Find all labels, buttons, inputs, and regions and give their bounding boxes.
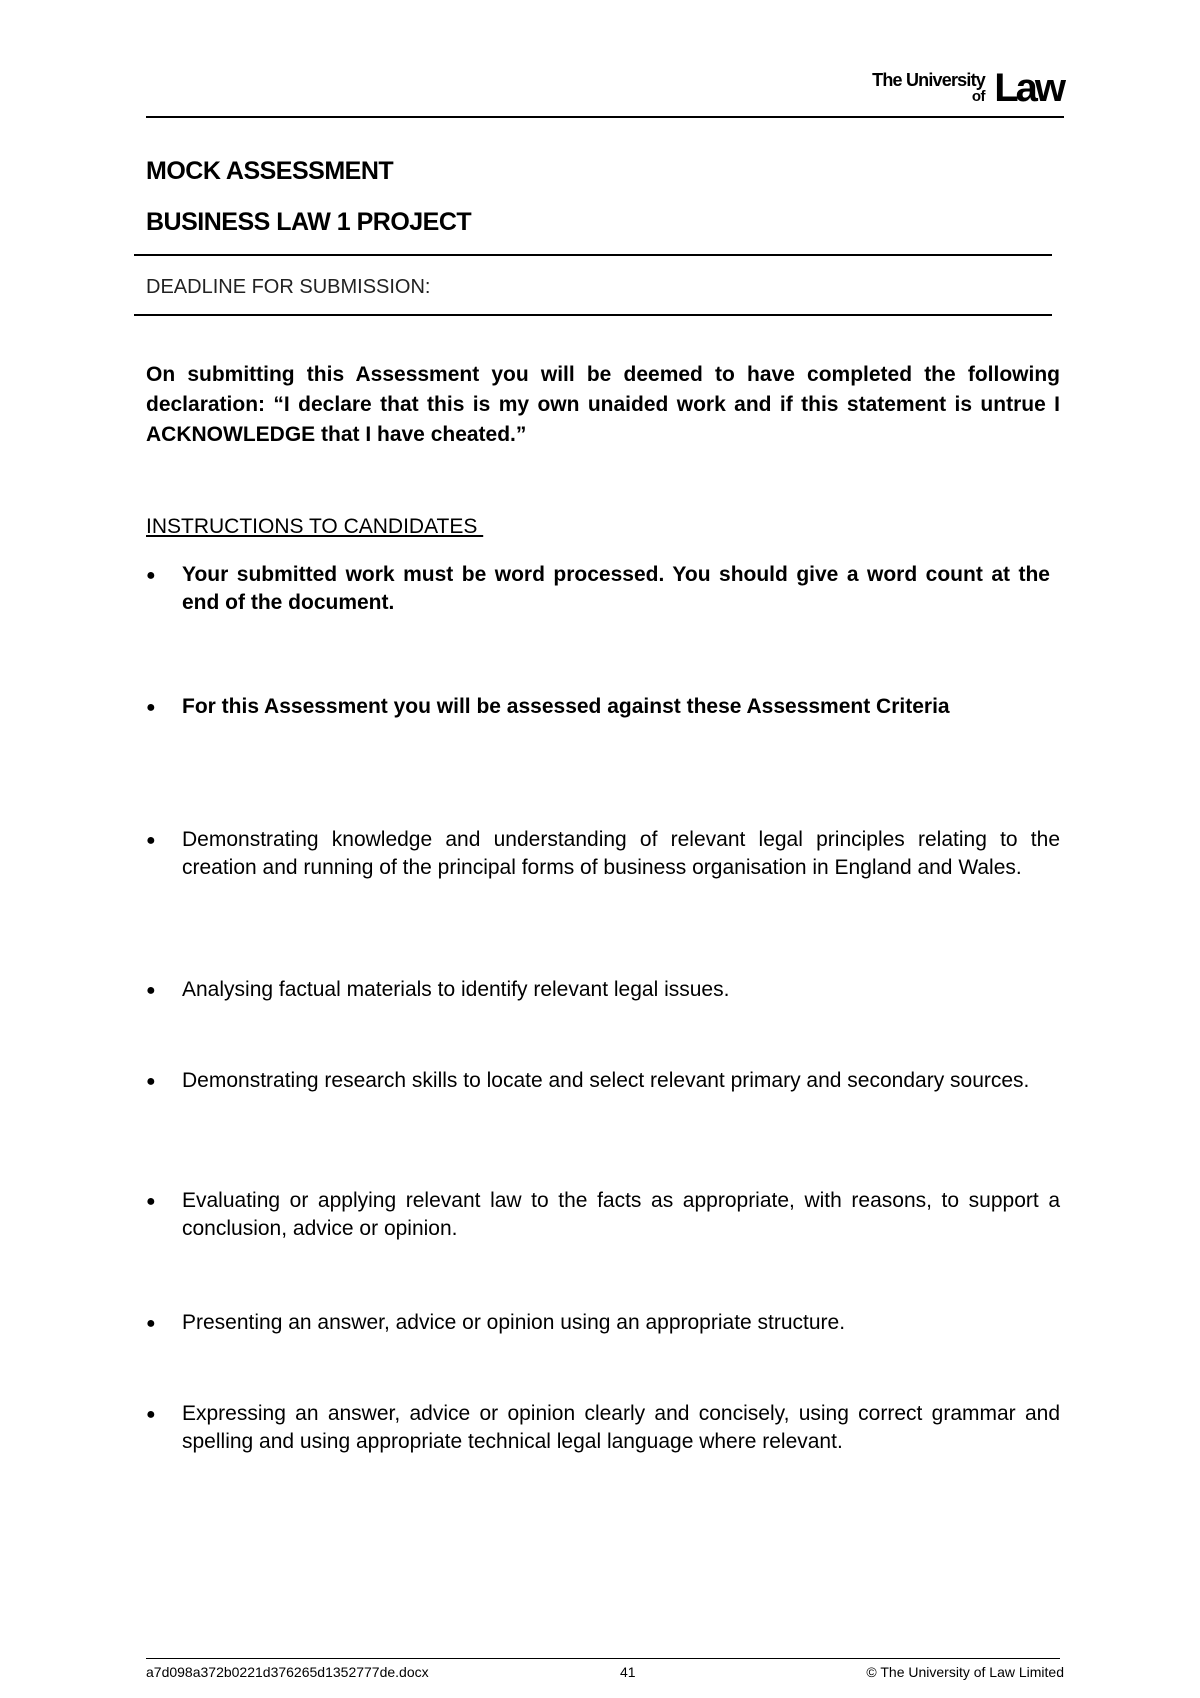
criteria-item: [146, 1067, 1060, 1095]
bullet-icon: ●: [146, 1406, 156, 1423]
instruction-text: For this Assessment you will be assessed against these Assessment Criteria: [182, 695, 950, 718]
page-title: MOCK ASSESSMENT: [146, 157, 394, 185]
instruction-text: Your submitted work must be word processed. You should give a word count at the end of the document.: [182, 563, 1050, 614]
deadline-bottom-rule: [134, 314, 1052, 316]
bullet-icon: ●: [146, 1315, 156, 1332]
university-logo: [853, 66, 1063, 110]
footer-copyright: © The University of Law Limited: [866, 1664, 1064, 1680]
criteria-item: [146, 1187, 1060, 1243]
bullet-icon: ●: [146, 1073, 156, 1090]
criteria-item: [146, 1309, 1060, 1337]
logo-line-2: of: [971, 88, 985, 105]
criteria-item: [146, 1400, 1060, 1456]
criteria-item: [146, 976, 1060, 1004]
criteria-item: [146, 826, 1060, 882]
criteria-text: Analysing factual materials to identify relevant legal issues.: [182, 978, 730, 1001]
instruction-item: [146, 561, 1060, 617]
instruction-item: [146, 693, 1060, 721]
footer-page-number: 41: [620, 1664, 636, 1680]
deadline-top-rule: [134, 254, 1052, 256]
criteria-text: Demonstrating research skills to locate and select relevant primary and secondary sources.: [182, 1069, 1030, 1092]
bullet-icon: ●: [146, 699, 156, 716]
bullet-icon: ●: [146, 1193, 156, 1210]
criteria-text: Expressing an answer, advice or opinion clearly and concisely, using correct grammar and spelling and using appropriate technical legal language where relevant.: [182, 1402, 1060, 1453]
footer-filename: a7d098a372b0221d376265d1352777de.docx: [146, 1664, 429, 1680]
footer-rule: [146, 1658, 1060, 1659]
criteria-text: Demonstrating knowledge and understanding of relevant legal principles relating to the creation and running of the principal forms of business organisation in England and Wales.: [182, 828, 1060, 879]
deadline-label: DEADLINE FOR SUBMISSION:: [146, 276, 431, 298]
page-subtitle: BUSINESS LAW 1 PROJECT: [146, 208, 472, 236]
criteria-text: Evaluating or applying relevant law to the facts as appropriate, with reasons, to support a conclusion, advice or opinion.: [182, 1189, 1060, 1240]
logo-line-1: The University: [872, 70, 985, 90]
instructions-heading: INSTRUCTIONS TO CANDIDATES: [146, 515, 484, 538]
bullet-icon: ●: [146, 567, 156, 584]
declaration-paragraph: On submitting this Assessment you will be deemed to have completed the following declaration: “I declare that this is my own unaided work and if this statement is untrue I ACKNOWLEDGE that I have cheated.”: [146, 363, 1060, 446]
logo-line-3: Law: [994, 66, 1063, 110]
header-rule: [146, 116, 1064, 118]
bullet-icon: ●: [146, 982, 156, 999]
bullet-icon: ●: [146, 832, 156, 849]
criteria-text: Presenting an answer, advice or opinion using an appropriate structure.: [182, 1311, 846, 1334]
